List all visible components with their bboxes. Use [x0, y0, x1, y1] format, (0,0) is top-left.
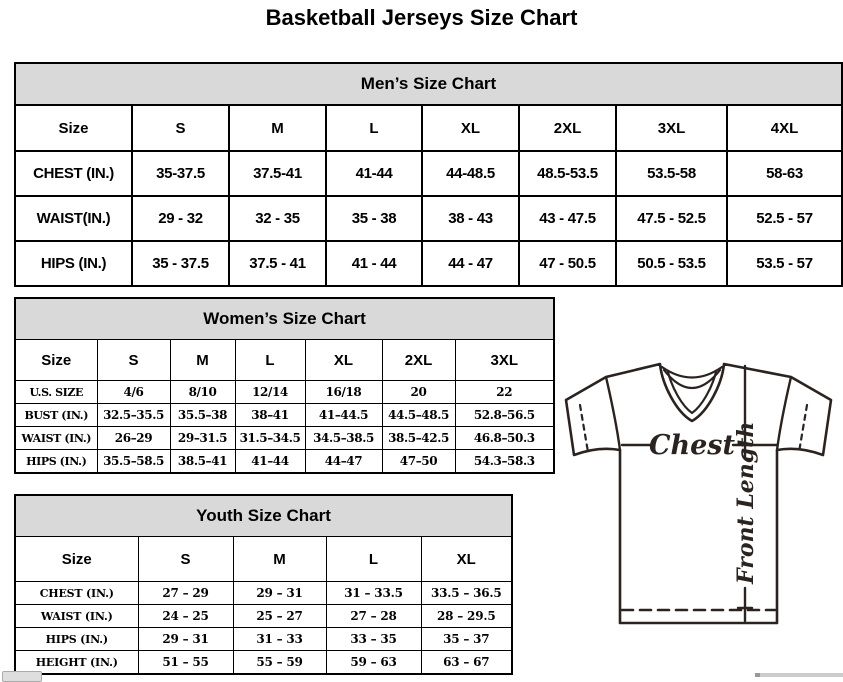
- scrollbar-fragment-left[interactable]: [2, 671, 42, 682]
- table-cell: 12/14: [235, 381, 305, 404]
- table-row: [15, 427, 554, 450]
- table-cell: 47.5 - 52.5: [616, 196, 727, 241]
- table-cell: 35 – 37: [421, 628, 512, 651]
- table-cell: 27 – 28: [326, 605, 421, 628]
- row-label: HIPS (IN.): [15, 241, 132, 286]
- table-cell: 31 – 33.5: [326, 582, 421, 605]
- table-cell: 63 – 67: [421, 651, 512, 675]
- table-cell: 29 – 31: [233, 582, 326, 605]
- chest-label: Chest: [649, 430, 735, 461]
- womens-table-title: Women’s Size Chart: [15, 298, 554, 340]
- table-cell: 53.5 - 57: [727, 241, 842, 286]
- table-cell: 48.5-53.5: [519, 151, 616, 196]
- scrollbar-cap: [755, 673, 760, 677]
- table-cell: 35 - 37.5: [132, 241, 229, 286]
- column-header: S: [132, 105, 229, 151]
- front-length-label: Front Length: [733, 421, 759, 584]
- row-label: CHEST (IN.): [15, 582, 138, 605]
- table-cell: 46.8–50.3: [455, 427, 554, 450]
- table-cell: 35 - 38: [326, 196, 422, 241]
- row-label: HIPS (IN.): [15, 450, 97, 474]
- table-cell: 38–41: [235, 404, 305, 427]
- table-cell: 54.3–58.3: [455, 450, 554, 474]
- column-header: 4XL: [727, 105, 842, 151]
- column-header: L: [326, 105, 422, 151]
- table-cell: 34.5–38.5: [305, 427, 382, 450]
- table-row: [15, 196, 842, 241]
- table-cell: 20: [382, 381, 455, 404]
- table-cell: 44–47: [305, 450, 382, 474]
- table-cell: 35.5–58.5: [97, 450, 170, 474]
- scrollbar-fragment-right[interactable]: [755, 673, 843, 677]
- table-row: [15, 605, 512, 628]
- table-cell: 43 - 47.5: [519, 196, 616, 241]
- table-cell: 35-37.5: [132, 151, 229, 196]
- table-cell: 33.5 – 36.5: [421, 582, 512, 605]
- youth-size-chart-table: [14, 494, 513, 675]
- column-header: L: [235, 340, 305, 381]
- table-cell: 41–44.5: [305, 404, 382, 427]
- youth-table-title: Youth Size Chart: [15, 495, 512, 537]
- table-cell: 24 – 25: [138, 605, 233, 628]
- column-header: XL: [421, 537, 512, 582]
- table-row: [15, 241, 842, 286]
- table-cell: 22: [455, 381, 554, 404]
- table-row: [15, 582, 512, 605]
- table-cell: 44 - 47: [422, 241, 519, 286]
- table-cell: 41–44: [235, 450, 305, 474]
- table-row: [15, 651, 512, 675]
- column-header: 2XL: [519, 105, 616, 151]
- table-cell: 38.5–41: [170, 450, 235, 474]
- table-cell: 37.5-41: [229, 151, 326, 196]
- table-row: [15, 628, 512, 651]
- table-row: [15, 450, 554, 474]
- row-label: WAIST (IN.): [15, 605, 138, 628]
- table-cell: 38 - 43: [422, 196, 519, 241]
- table-cell: 31.5–34.5: [235, 427, 305, 450]
- column-header: 2XL: [382, 340, 455, 381]
- collar-arc-icon: [662, 367, 722, 378]
- column-header: M: [233, 537, 326, 582]
- row-label: WAIST(IN.): [15, 196, 132, 241]
- table-cell: 29 – 31: [138, 628, 233, 651]
- table-cell: 33 – 35: [326, 628, 421, 651]
- table-cell: 37.5 - 41: [229, 241, 326, 286]
- table-cell: 44.5–48.5: [382, 404, 455, 427]
- mens-size-chart-table: [14, 62, 843, 287]
- table-cell: 53.5-58: [616, 151, 727, 196]
- column-header: XL: [305, 340, 382, 381]
- column-header: M: [229, 105, 326, 151]
- column-header: S: [97, 340, 170, 381]
- table-cell: 41 - 44: [326, 241, 422, 286]
- column-header: L: [326, 537, 421, 582]
- column-header: Size: [15, 105, 132, 151]
- table-cell: 27 – 29: [138, 582, 233, 605]
- mens-table-title: Men’s Size Chart: [15, 63, 842, 105]
- table-cell: 41-44: [326, 151, 422, 196]
- table-cell: 16/18: [305, 381, 382, 404]
- jersey-measurement-diagram: [556, 358, 843, 628]
- table-cell: 28 – 29.5: [421, 605, 512, 628]
- row-label: WAIST (IN.): [15, 427, 97, 450]
- table-cell: 50.5 - 53.5: [616, 241, 727, 286]
- table-cell: 32.5–35.5: [97, 404, 170, 427]
- table-cell: 29 - 32: [132, 196, 229, 241]
- table-cell: 47–50: [382, 450, 455, 474]
- column-header: S: [138, 537, 233, 582]
- table-cell: 44-48.5: [422, 151, 519, 196]
- table-cell: 4/6: [97, 381, 170, 404]
- jersey-outline-icon: [566, 364, 831, 623]
- column-header: M: [170, 340, 235, 381]
- column-header: 3XL: [616, 105, 727, 151]
- womens-size-chart-table: [14, 297, 555, 474]
- column-header: 3XL: [455, 340, 554, 381]
- row-label: HIPS (IN.): [15, 628, 138, 651]
- table-cell: 25 – 27: [233, 605, 326, 628]
- table-cell: 52.8–56.5: [455, 404, 554, 427]
- table-cell: 31 – 33: [233, 628, 326, 651]
- table-cell: 8/10: [170, 381, 235, 404]
- table-cell: 32 - 35: [229, 196, 326, 241]
- row-label: U.S. SIZE: [15, 381, 97, 404]
- table-row: [15, 151, 842, 196]
- table-row: [15, 381, 554, 404]
- column-header: Size: [15, 340, 97, 381]
- table-cell: 55 – 59: [233, 651, 326, 675]
- row-label: CHEST (IN.): [15, 151, 132, 196]
- table-cell: 26–29: [97, 427, 170, 450]
- row-label: HEIGHT (IN.): [15, 651, 138, 675]
- page-title: Basketball Jerseys Size Chart: [265, 5, 578, 30]
- row-label: BUST (IN.): [15, 404, 97, 427]
- table-cell: 47 - 50.5: [519, 241, 616, 286]
- column-header: XL: [422, 105, 519, 151]
- table-cell: 58-63: [727, 151, 842, 196]
- table-cell: 52.5 - 57: [727, 196, 842, 241]
- column-header: Size: [15, 537, 138, 582]
- table-cell: 51 – 55: [138, 651, 233, 675]
- table-cell: 35.5–38: [170, 404, 235, 427]
- table-row: [15, 404, 554, 427]
- table-cell: 38.5–42.5: [382, 427, 455, 450]
- table-cell: 59 – 63: [326, 651, 421, 675]
- table-cell: 29–31.5: [170, 427, 235, 450]
